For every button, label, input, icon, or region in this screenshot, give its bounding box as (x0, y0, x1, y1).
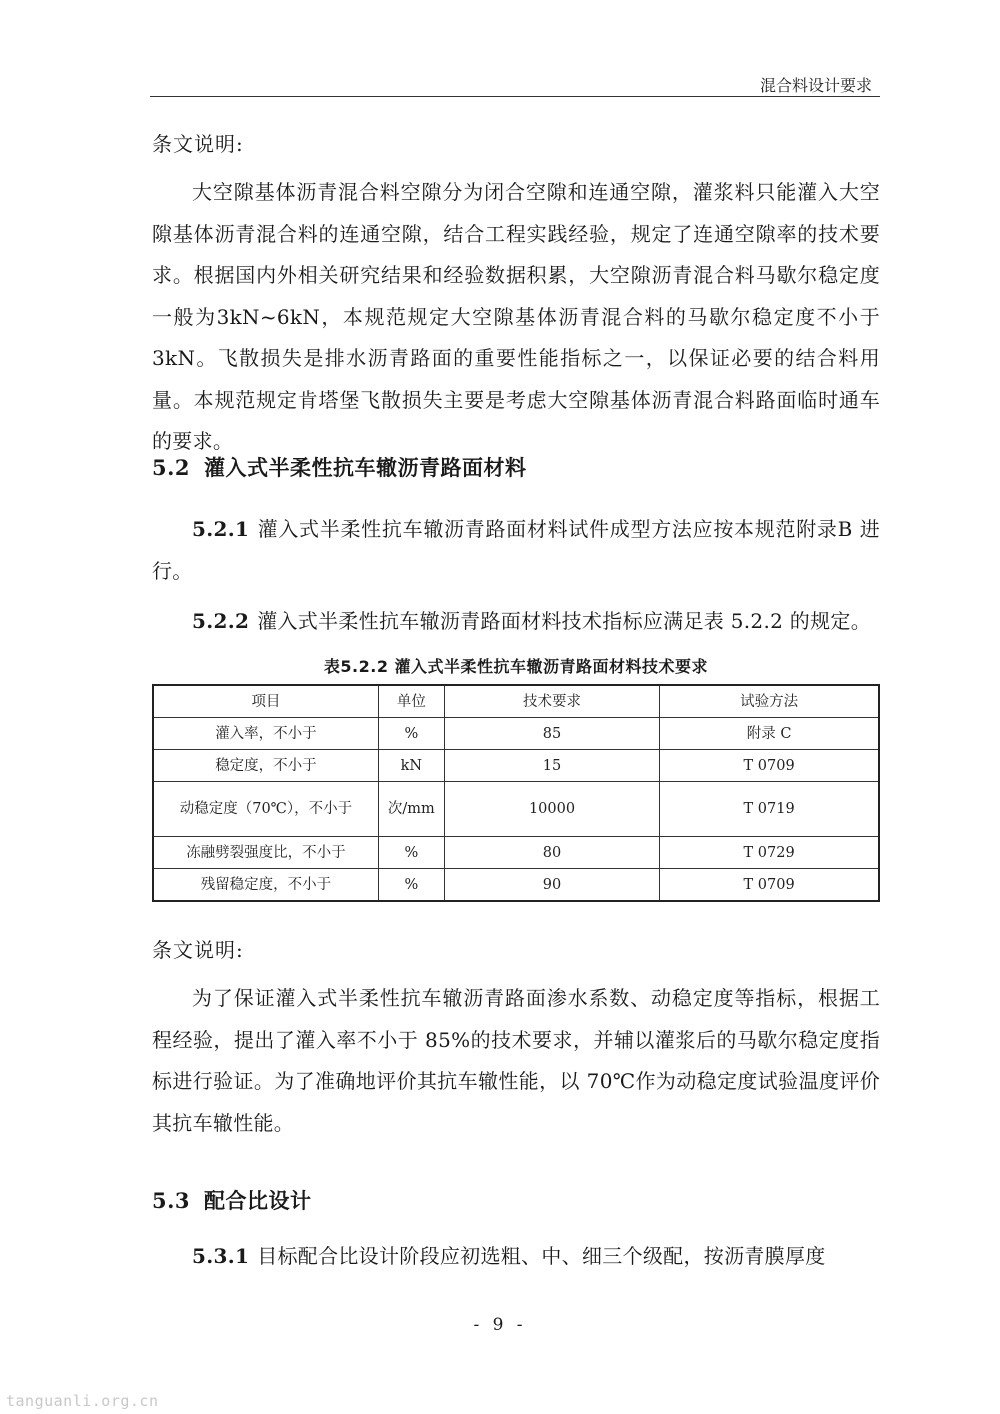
section-title: 配合比设计 (204, 1189, 312, 1213)
table-row (153, 869, 879, 902)
header-cell: 技术要求 (444, 685, 659, 718)
header-cell: 单位 (378, 685, 444, 718)
clause-5-2-1 (152, 509, 880, 592)
note-label: 条文说明: (152, 132, 244, 156)
clause-text: 目标配合比设计阶段应初选粗、中、细三个级配，按沥青膜厚度 (257, 1244, 826, 1268)
section-number: 5.2 (152, 455, 191, 480)
table-cell: T 0709 (660, 869, 879, 902)
section-heading (152, 1185, 312, 1215)
table-row (153, 782, 879, 837)
table-cell: % (378, 869, 444, 902)
table-cell: T 0729 (660, 837, 879, 869)
clause-number: 5.2.2 (192, 609, 250, 633)
table-cell: 10000 (444, 782, 659, 837)
spec-table (152, 684, 880, 902)
table-cell: 冻融劈裂强度比，不小于 (153, 837, 378, 869)
clause-text: 灌入式半柔性抗车辙沥青路面材料技术指标应满足表 5.2.2 的规定。 (257, 609, 871, 633)
header-cell: 试验方法 (660, 685, 879, 718)
table-cell: kN (378, 750, 444, 782)
section-heading (152, 452, 527, 482)
table-cell: T 0709 (660, 750, 879, 782)
table-cell: 动稳定度（70℃），不小于 (153, 782, 378, 837)
table-cell: 15 (444, 750, 659, 782)
table-caption: 表5.2.2 灌入式半柔性抗车辙沥青路面材料技术要求 (323, 657, 709, 676)
section-title: 灌入式半柔性抗车辙沥青路面材料 (204, 456, 527, 480)
table-cell: 残留稳定度，不小于 (153, 869, 378, 902)
watermark: tanguanli.org.cn (6, 1392, 159, 1410)
table-row (153, 837, 879, 869)
note-paragraph: 为了保证灌入式半柔性抗车辙沥青路面渗水系数、动稳定度等指标，根据工程经验，提出了灌入率不小于 85%的技术要求，并辅以灌浆后的马歇尔稳定度指标进行验证。为了准确地评价其抗车辙性能，以 70℃作为动稳定度试验温度评价其抗车辙性能。 (152, 986, 880, 1135)
table-cell: % (378, 837, 444, 869)
table-cell: 次/mm (378, 782, 444, 837)
table-cell: 灌入率，不小于 (153, 718, 378, 750)
note-paragraph: 大空隙基体沥青混合料空隙分为闭合空隙和连通空隙，灌浆料只能灌入大空隙基体沥青混合料的连通空隙，结合工程实践经验，规定了连通空隙率的技术要求。根据国内外相关研究结果和经验数据积累，大空隙沥青混合料马歇尔稳定度一般为3kN~6kN，本规范规定大空隙基体沥青混合料的马歇尔稳定度不小于 3kN。飞散损失是排水沥青路面的重要性能指标之一，以保证必要的结合料用量。本规范规定肯塔堡飞散损失主要是考虑大空隙基体沥青混合料路面临时通车的要求。 (152, 180, 880, 453)
table-cell: T 0719 (660, 782, 879, 837)
table-cell: 90 (444, 869, 659, 902)
table-cell: 85 (444, 718, 659, 750)
clause-text: 灌入式半柔性抗车辙沥青路面材料试件成型方法应按本规范附录B 进行。 (152, 517, 880, 583)
note-label: 条文说明: (152, 938, 244, 962)
table-row (153, 718, 879, 750)
table-cell: % (378, 718, 444, 750)
clause-number: 5.3.1 (192, 1244, 250, 1268)
section-number: 5.3 (152, 1188, 191, 1213)
page-number: - 9 - (473, 1315, 527, 1335)
header-divider (150, 96, 880, 97)
table-cell: 附录 C (660, 718, 879, 750)
running-header: 混合料设计要求 (759, 76, 872, 95)
table-cell: 80 (444, 837, 659, 869)
table-row (153, 750, 879, 782)
clause-5-2-2 (152, 601, 880, 643)
clause-number: 5.2.1 (192, 517, 250, 541)
header-cell: 项目 (153, 685, 378, 718)
table-cell: 稳定度，不小于 (153, 750, 378, 782)
table-header-row (153, 685, 879, 718)
clause-5-3-1 (152, 1236, 880, 1278)
